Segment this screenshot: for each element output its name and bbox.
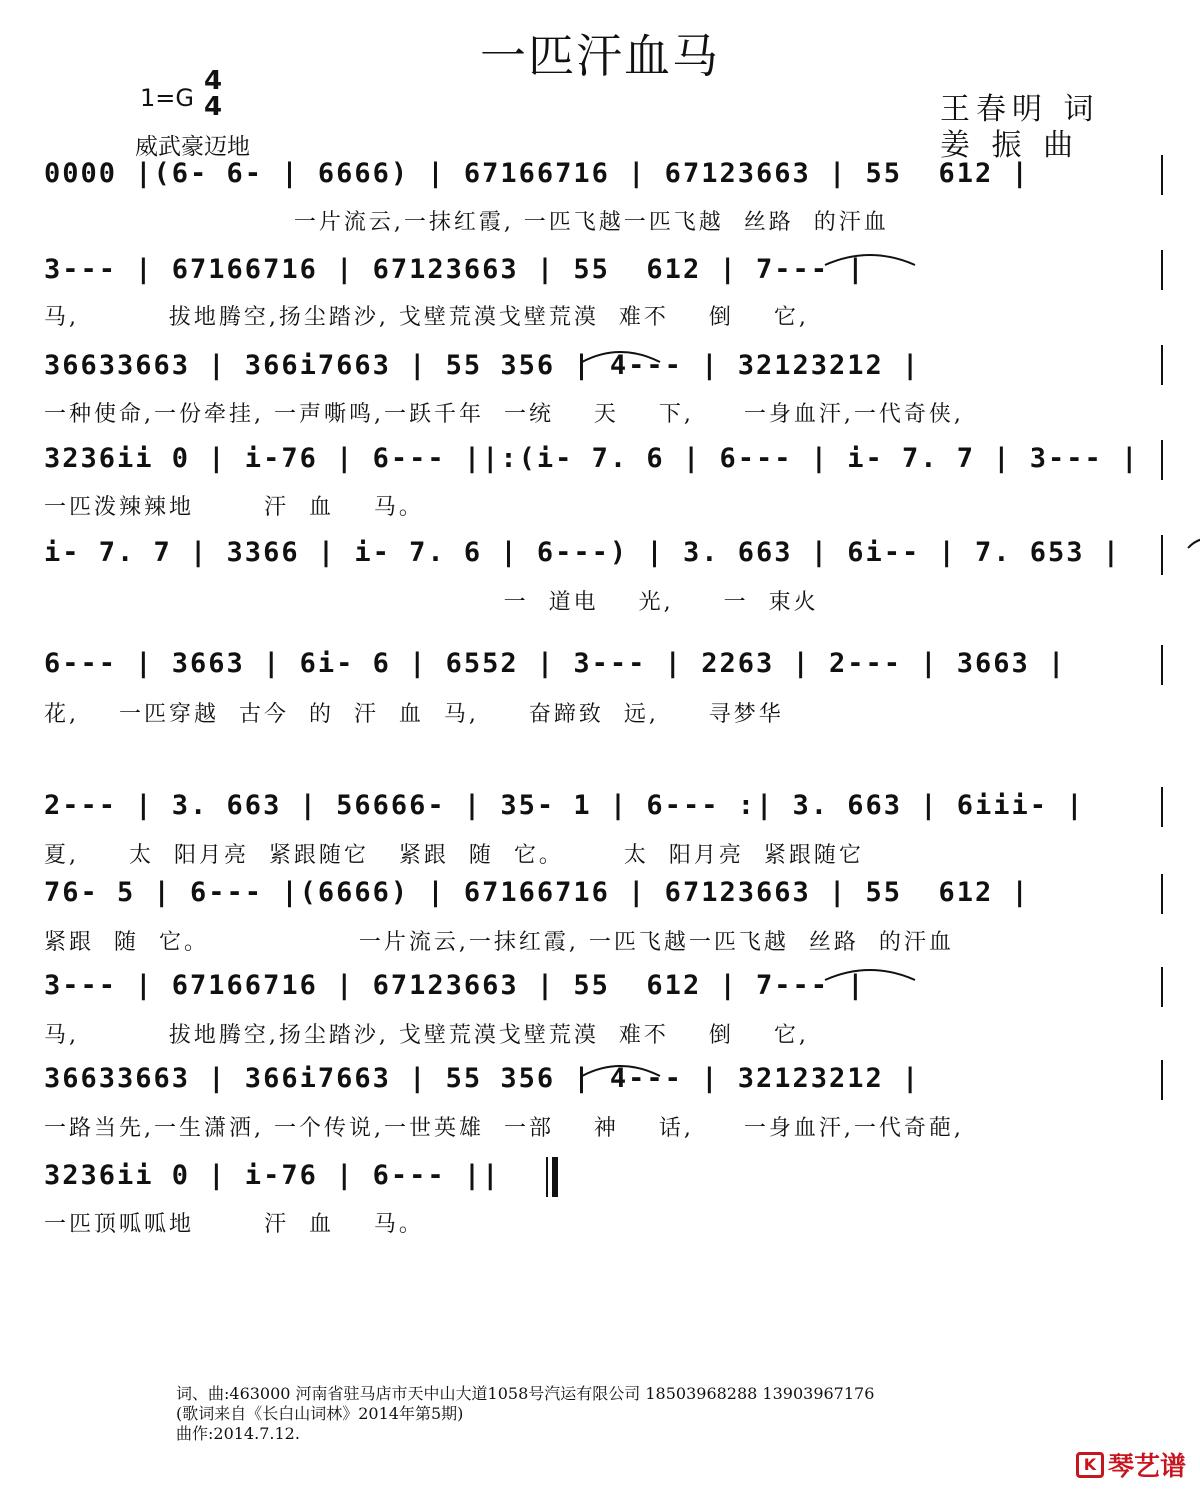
lyrics-line: 马, 拔地腾空,扬尘踏沙, 戈壁荒漠戈壁荒漠 难不 倒 它, bbox=[44, 305, 809, 330]
footer-date: 曲作:2014.7.12. bbox=[176, 1424, 300, 1443]
notes-line: 0000 |(6- 6- | 6666) | 67166716 | 67123663 | 55 612 | bbox=[44, 158, 1030, 189]
tie-arc bbox=[582, 1066, 660, 1076]
notes-line: 6--- | 3663 | 6i- 6 | 6552 | 3--- | 2263 | 2--- | 3663 | bbox=[44, 648, 1067, 679]
footer-contact: 词、曲:463000 河南省驻马店市天中山大道1058号汽运有限公司 18503968288 13903967176 bbox=[176, 1384, 875, 1403]
lyrics-line: 一路当先,一生潇洒, 一个传说,一世英雄 一部 神 话, 一身血汗,一代奇葩, bbox=[44, 1116, 964, 1141]
meter-top: 4 bbox=[203, 66, 223, 96]
notes-line: 3--- | 67166716 | 67123663 | 55 612 | 7--- | bbox=[44, 254, 866, 285]
lyrics-line: 一 道电 光, 一 束火 bbox=[44, 590, 819, 615]
lyrics-line: 马, 拔地腾空,扬尘踏沙, 戈壁荒漠戈壁荒漠 难不 倒 它, bbox=[44, 1023, 809, 1048]
tie-arc bbox=[825, 970, 915, 980]
notes-line: 36633663 | 366i7663 | 55 356 | 4--- | 32123212 | bbox=[44, 350, 921, 381]
notes-line: 3--- | 67166716 | 67123663 | 55 612 | 7--- | bbox=[44, 970, 866, 1001]
lyrics-line: 夏, 太 阳月亮 紧跟随它 紧跟 随 它。 太 阳月亮 紧跟随它 bbox=[44, 843, 864, 868]
notes-line: 76- 5 | 6--- |(6666) | 67166716 | 67123663 | 55 612 | bbox=[44, 877, 1030, 908]
logo-text: 琴艺谱 bbox=[1108, 1452, 1187, 1482]
tie-arc bbox=[1188, 539, 1200, 548]
notes-line: 2--- | 3. 663 | 56666- | 35- 1 | 6--- :| 3. 663 | 6iii- | bbox=[44, 790, 1085, 821]
lyrics-line: 一匹顶呱呱地 汗 血 马。 bbox=[44, 1212, 424, 1237]
key-signature: 1=G bbox=[140, 84, 194, 112]
composer-credit: 姜 振 曲 bbox=[940, 128, 1080, 163]
tempo-marking: 威武豪迈地 bbox=[135, 134, 250, 160]
lyrics-line: 紧跟 随 它。 一片流云,一抹红霞, 一匹飞越一匹飞越 丝路 的汗血 bbox=[44, 930, 954, 955]
meter-bottom: 4 bbox=[203, 92, 223, 122]
site-logo bbox=[1076, 1446, 1186, 1483]
tie-arc bbox=[825, 255, 915, 265]
lyrics-line: 花, 一匹穿越 古今 的 汗 血 马, 奋蹄致 远, 寻梦华 bbox=[44, 702, 784, 727]
notes-line: 36633663 | 366i7663 | 55 356 | 4--- | 32123212 | bbox=[44, 1063, 921, 1094]
lyrics-line: 一匹泼辣辣地 汗 血 马。 bbox=[44, 495, 424, 520]
lyrics-line: 一种使命,一份牵挂, 一声嘶鸣,一跃千年 一统 天 下, 一身血汗,一代奇侠, bbox=[44, 402, 964, 427]
notes-line: 3236ii 0 | i-76 | 6--- ||:(i- 7. 6 | 6--- | i- 7. 7 | 3--- | bbox=[44, 443, 1140, 474]
notes-line: i- 7. 7 | 3366 | i- 7. 6 | 6---) | 3. 663 | 6i-- | 7. 653 | bbox=[44, 537, 1122, 568]
song-title: 一匹汗血马 bbox=[480, 29, 720, 83]
logo-mark-icon: K bbox=[1076, 1452, 1104, 1478]
footer-source: (歌词来自《长白山词林》2014年第5期) bbox=[176, 1404, 464, 1423]
notes-line: 3236ii 0 | i-76 | 6--- || bbox=[44, 1160, 501, 1191]
lyricist-credit: 王春明 词 bbox=[940, 92, 1100, 127]
tie-arc bbox=[582, 352, 660, 362]
lyrics-line: 一片流云,一抹红霞, 一匹飞越一匹飞越 丝路 的汗血 bbox=[44, 210, 889, 235]
